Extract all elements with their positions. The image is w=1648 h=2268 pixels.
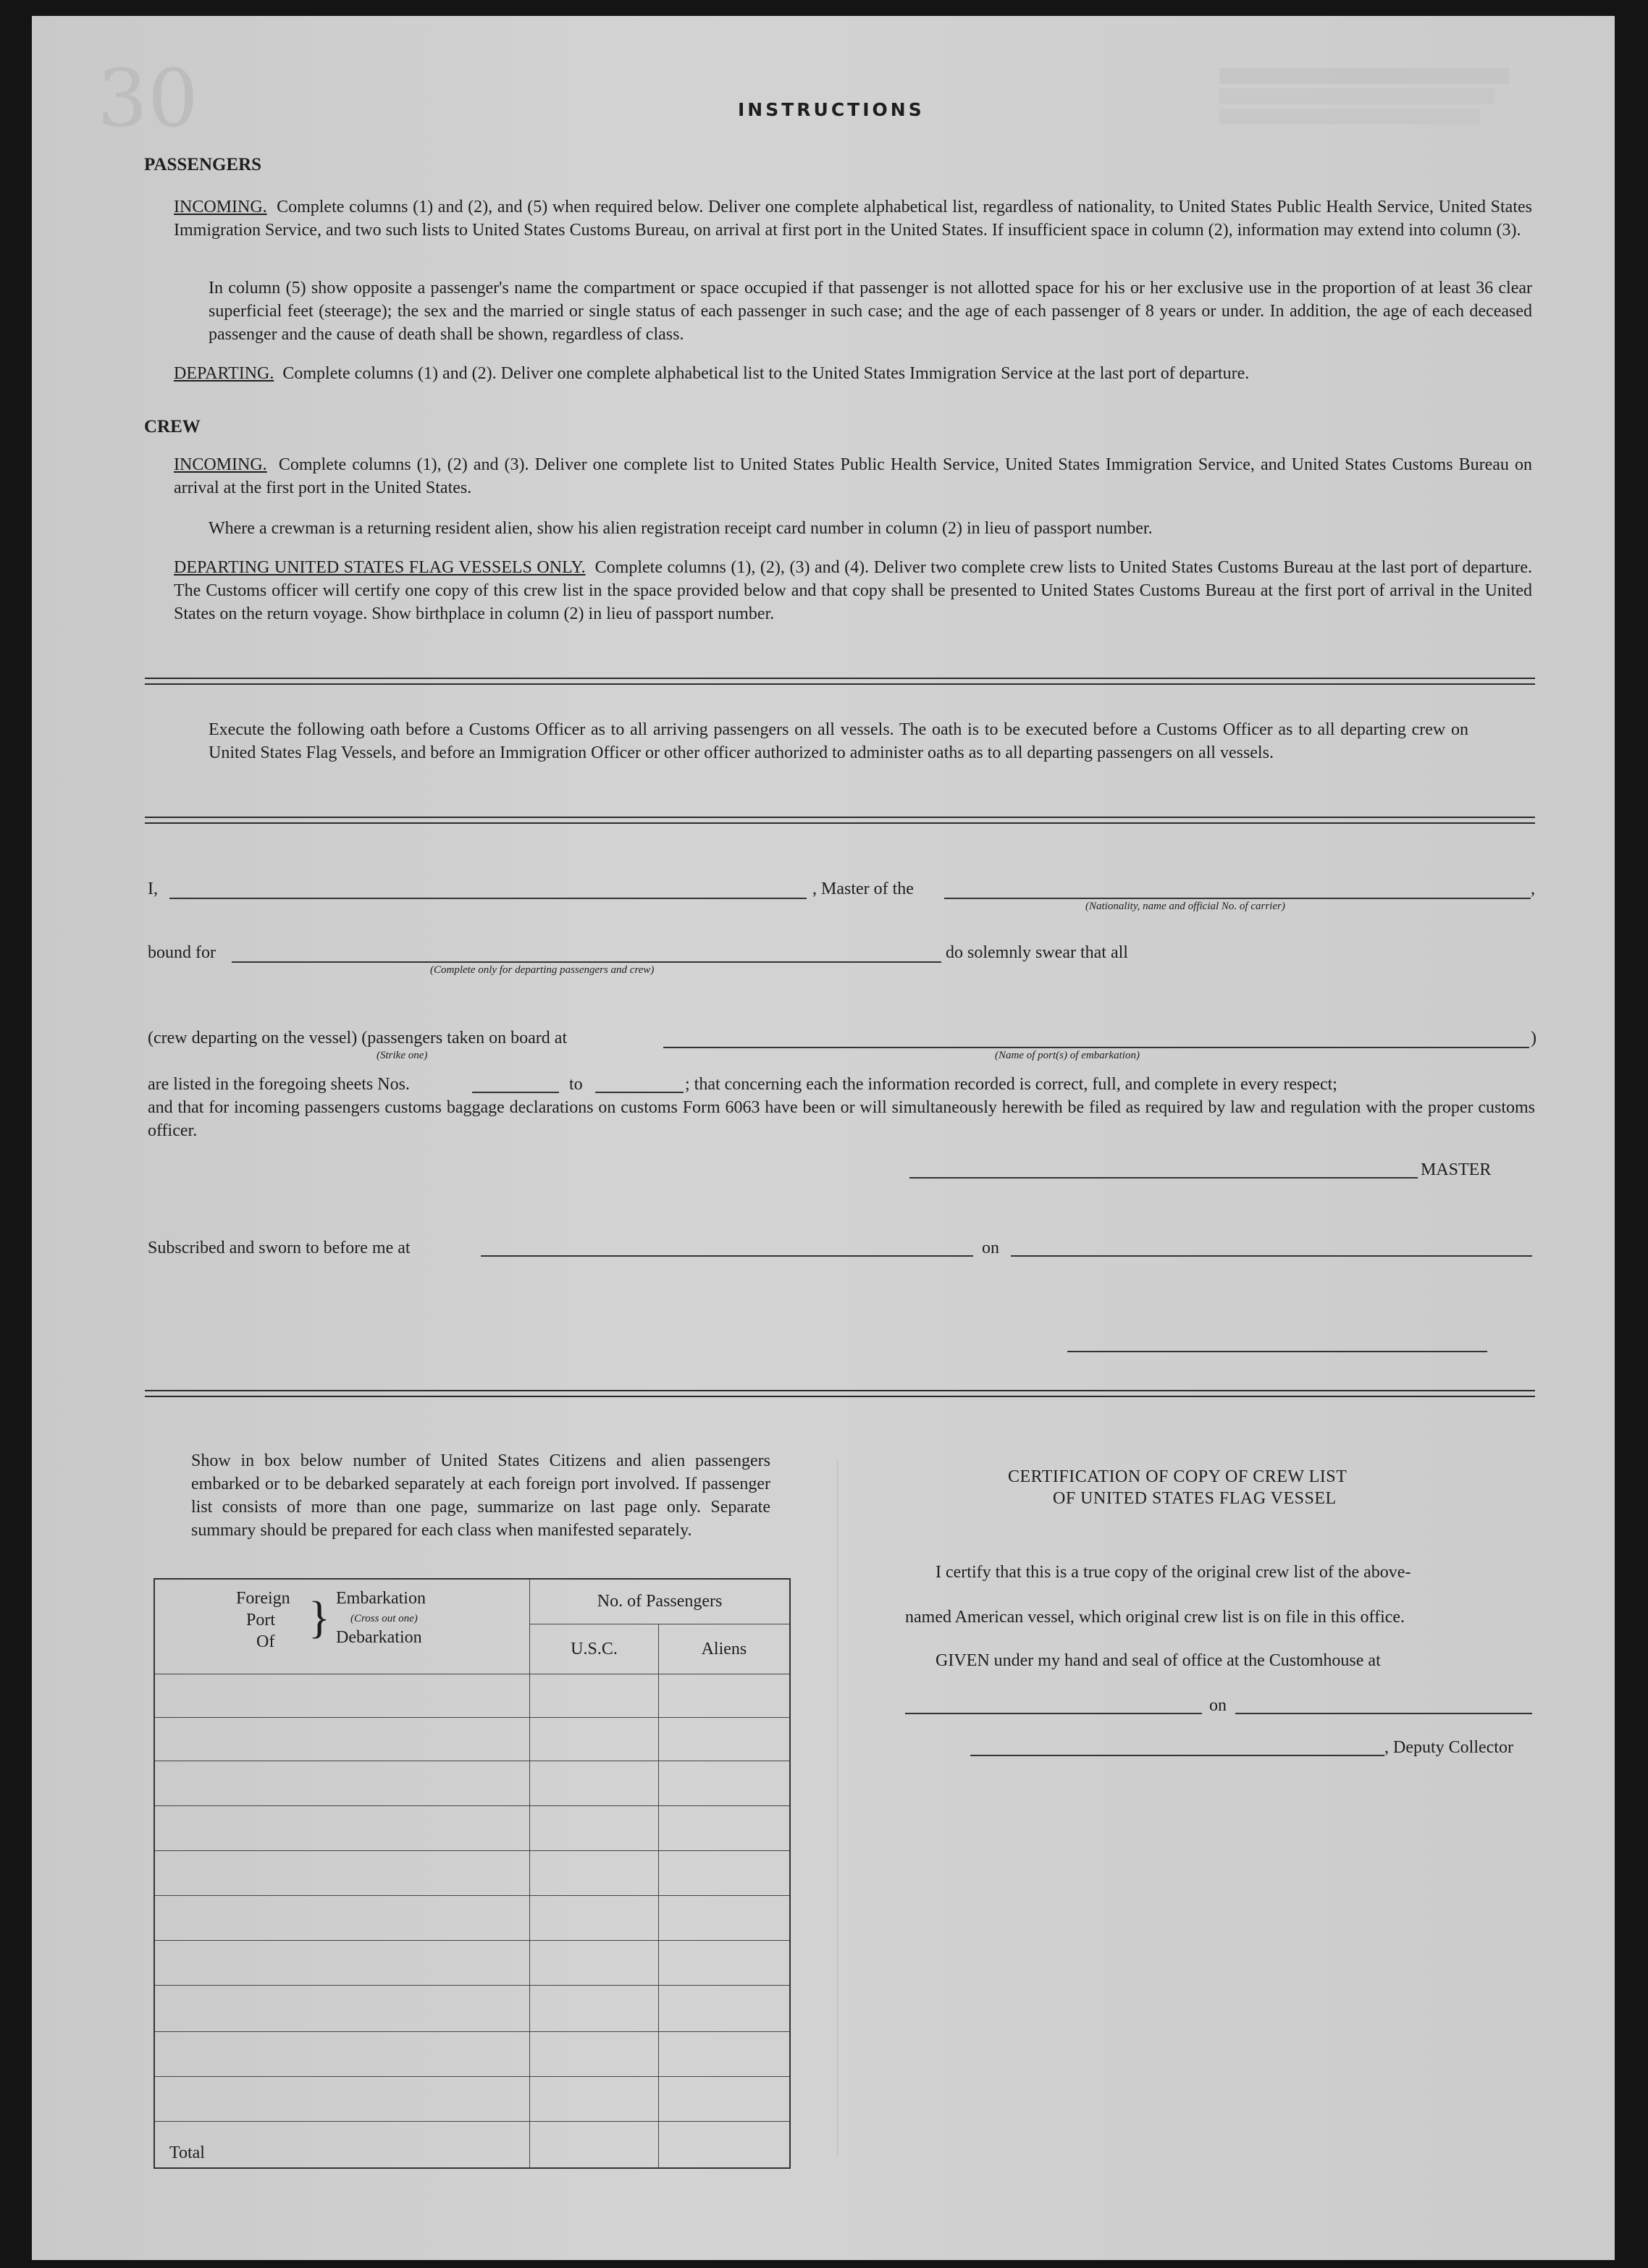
listed-sheets-label: are listed in the foregoing sheets Nos. bbox=[148, 1075, 410, 1094]
table-row[interactable] bbox=[154, 1896, 790, 1941]
aliens-cell[interactable] bbox=[658, 1851, 790, 1896]
table-row[interactable] bbox=[154, 1674, 790, 1718]
aliens-cell[interactable] bbox=[658, 1674, 790, 1718]
passengers-column5-paragraph bbox=[209, 277, 1532, 346]
certification-place-field[interactable] bbox=[905, 1713, 1202, 1714]
sheet-to-field[interactable] bbox=[595, 1092, 684, 1093]
master-signature-field[interactable] bbox=[909, 1177, 1418, 1179]
total-usc-cell[interactable] bbox=[530, 2122, 659, 2168]
bound-for-hint: (Complete only for departing passengers and crew) bbox=[430, 964, 655, 976]
usc-cell[interactable] bbox=[530, 2032, 659, 2077]
crew-crewman-text: Where a crewman is a returning resident alien, show his alien registration receipt card number in column (2) in lieu of passport number. bbox=[209, 519, 1153, 538]
port-cell[interactable] bbox=[154, 1896, 530, 1941]
master-of-the-label: , Master of the bbox=[812, 880, 914, 898]
bound-for-field[interactable] bbox=[232, 961, 941, 963]
total-row[interactable] bbox=[154, 2122, 790, 2168]
usc-cell[interactable] bbox=[530, 1851, 659, 1896]
port-cell[interactable] bbox=[154, 1718, 530, 1761]
table-row[interactable] bbox=[154, 1718, 790, 1761]
col-port-label: Port bbox=[246, 1611, 276, 1630]
col-cross-out-hint: (Cross out one) bbox=[350, 1613, 418, 1624]
certification-on-label: on bbox=[1209, 1696, 1227, 1715]
certification-line-3: GIVEN under my hand and seal of office at the Customhouse at bbox=[936, 1651, 1381, 1670]
aliens-cell[interactable] bbox=[658, 2032, 790, 2077]
port-cell[interactable] bbox=[154, 1986, 530, 2032]
certification-date-field[interactable] bbox=[1235, 1713, 1532, 1714]
crew-incoming-paragraph bbox=[174, 453, 1532, 499]
passengers-incoming-paragraph bbox=[174, 195, 1532, 242]
usc-cell[interactable] bbox=[530, 1806, 659, 1851]
crew-departing-text: Complete columns (1), (2), (3) and (4). Deliver two complete crew lists to United States Customs Bureau at the last port of departure. The Customs officer will certify one copy of this crew list in the space provided below and that copy shall be presented to United States Customs Bureau at the first port of arrival in the United States on the return voyage. Show birthplace in column (2) in lieu of passport number. bbox=[174, 558, 1533, 623]
aliens-cell[interactable] bbox=[658, 1806, 790, 1851]
table-row[interactable] bbox=[154, 2032, 790, 2077]
crew-incoming-text: Complete columns (1), (2) and (3). Deliver one complete list to United States Public Health Service, United States Immigration Service, and United States Customs Bureau on arrival at the first port in the United States. bbox=[174, 455, 1533, 497]
port-cell[interactable] bbox=[154, 1941, 530, 1986]
form-page bbox=[32, 16, 1615, 2260]
subscribed-label: Subscribed and sworn to before me at bbox=[148, 1239, 411, 1257]
divider-2 bbox=[145, 817, 1535, 824]
deputy-collector-label: , Deputy Collector bbox=[1384, 1738, 1513, 1757]
summary-instructions: Show in box below number of United States Citizens and alien passengers embarked or to be debarked separately at each foreign port involved. If passenger list consists of more than one page, summarize on last page only. Separate summary should be prepared for each class when manifested separately. bbox=[191, 1451, 770, 1540]
foreign-port-header bbox=[154, 1579, 530, 1674]
passengers-departing-label: DEPARTING. bbox=[174, 364, 274, 383]
usc-cell[interactable] bbox=[530, 1761, 659, 1806]
passengers-heading: PASSENGERS bbox=[144, 155, 262, 174]
oath-intro: Execute the following oath before a Customs Officer as to all arriving passengers on all vessels. The oath is to be executed before a Customs Officer as to all departing crew on United States Flag Vessels, and before an Immigration Officer or other officer authorized to administer oaths as to all departing passengers on all vessels. bbox=[209, 720, 1468, 762]
deputy-signature-field[interactable] bbox=[970, 1755, 1384, 1756]
strike-one-hint: (Strike one) bbox=[377, 1050, 428, 1061]
crew-departing-label: DEPARTING UNITED STATES FLAG VESSELS ONLY. bbox=[174, 558, 586, 577]
crew-passengers-label: (crew departing on the vessel) (passengers taken on board at bbox=[148, 1029, 568, 1047]
port-cell[interactable] bbox=[154, 1806, 530, 1851]
carrier-field[interactable] bbox=[944, 898, 1531, 899]
divider-3 bbox=[145, 1390, 1535, 1397]
certification-line-1: I certify that this is a true copy of the original crew list of the above- bbox=[936, 1563, 1411, 1582]
crew-heading: CREW bbox=[144, 417, 201, 437]
usc-cell[interactable] bbox=[530, 1674, 659, 1718]
listed-text-b: ; that concerning each the information recorded is correct, full, and complete in every respect; bbox=[685, 1075, 1337, 1094]
usc-cell[interactable] bbox=[530, 1941, 659, 1986]
passengers-departing-paragraph bbox=[174, 362, 1532, 385]
oath-i-label: I, bbox=[148, 880, 158, 898]
aliens-cell[interactable] bbox=[658, 1986, 790, 2032]
aliens-cell[interactable] bbox=[658, 2077, 790, 2122]
certification-title-2: OF UNITED STATES FLAG VESSEL bbox=[1053, 1489, 1337, 1508]
bleed-through-number: 30 bbox=[97, 52, 198, 145]
aliens-cell[interactable] bbox=[658, 1718, 790, 1761]
usc-cell[interactable] bbox=[530, 1718, 659, 1761]
certification-line-2: named American vessel, which original crew list is on file in this office. bbox=[905, 1608, 1405, 1627]
table-row[interactable] bbox=[154, 1986, 790, 2032]
passengers-incoming-text: Complete columns (1) and (2), and (5) when required below. Deliver one complete alphabetical list, regardless of nationality, to United States Public Health Service, United States Immigration Service, and two such lists to United States Customs Bureau, on arrival at first port in the United States. If insufficient space in column (2), information may extend into column (3). bbox=[174, 198, 1532, 240]
sworn-place-field[interactable] bbox=[481, 1255, 973, 1257]
crew-crewman-paragraph bbox=[209, 517, 1532, 540]
usc-header: U.S.C. bbox=[530, 1624, 659, 1674]
port-cell[interactable] bbox=[154, 1761, 530, 1806]
sworn-date-field[interactable] bbox=[1011, 1255, 1532, 1257]
table-row[interactable] bbox=[154, 1761, 790, 1806]
table-header-row bbox=[154, 1579, 790, 1624]
table-row[interactable] bbox=[154, 1851, 790, 1896]
passengers-column5-text: In column (5) show opposite a passenger's name the compartment or space occupied if that passenger is not allotted space for his or her exclusive use in the proportion of at least 36 clear superficial feet (steerage); the sex and the married or single status of each passenger in such case; and the age of each passenger of 8 years or under. In addition, the age of each deceased passenger and the cause of death shall be shown, regardless of class. bbox=[209, 279, 1532, 344]
passengers-incoming-label: INCOMING. bbox=[174, 198, 267, 216]
master-label: MASTER bbox=[1421, 1160, 1492, 1179]
total-aliens-cell[interactable] bbox=[658, 2122, 790, 2168]
passengers-departing-text: Complete columns (1) and (2). Deliver one complete alphabetical list to the United States Immigration Service at the last port of departure. bbox=[282, 364, 1250, 383]
officer-signature-field[interactable] bbox=[1067, 1351, 1487, 1352]
passenger-summary-table bbox=[154, 1578, 791, 2169]
sheet-from-field[interactable] bbox=[472, 1092, 559, 1093]
swear-label: do solemnly swear that all bbox=[946, 943, 1128, 962]
brace-glyph: } bbox=[308, 1593, 330, 1643]
embarkation-close-paren: ) bbox=[1531, 1029, 1536, 1047]
embarkation-port-hint: (Name of port(s) of embarkation) bbox=[995, 1050, 1140, 1061]
port-cell[interactable] bbox=[154, 1851, 530, 1896]
aliens-header: Aliens bbox=[658, 1624, 790, 1674]
table-row[interactable] bbox=[154, 2077, 790, 2122]
aliens-cell[interactable] bbox=[658, 1761, 790, 1806]
col-embarkation-label: Embarkation bbox=[336, 1589, 426, 1608]
sworn-on-label: on bbox=[982, 1239, 999, 1257]
bleed-through-header bbox=[1219, 68, 1509, 125]
col-foreign-label: Foreign bbox=[236, 1589, 290, 1608]
total-label: Total bbox=[154, 2122, 530, 2168]
crew-departing-paragraph bbox=[174, 556, 1532, 625]
table-row[interactable] bbox=[154, 1806, 790, 1851]
col-of-label: Of bbox=[256, 1632, 275, 1651]
crew-incoming-label: INCOMING. bbox=[174, 455, 267, 474]
usc-cell[interactable] bbox=[530, 1896, 659, 1941]
divider-1 bbox=[145, 678, 1535, 685]
listed-to-label: to bbox=[569, 1075, 583, 1094]
usc-cell[interactable] bbox=[530, 2077, 659, 2122]
nationality-hint: (Nationality, name and official No. of carrier) bbox=[1085, 901, 1285, 912]
usc-cell[interactable] bbox=[530, 1986, 659, 2032]
master-name-field[interactable] bbox=[169, 898, 807, 899]
bound-for-label: bound for bbox=[148, 943, 216, 962]
carrier-trailing-comma: , bbox=[1531, 880, 1535, 898]
col-debarkation-label: Debarkation bbox=[336, 1628, 422, 1647]
embarkation-port-field[interactable] bbox=[663, 1047, 1529, 1048]
aliens-cell[interactable] bbox=[658, 1896, 790, 1941]
page-title: INSTRUCTIONS bbox=[738, 99, 925, 120]
table-row[interactable] bbox=[154, 1941, 790, 1986]
no-passengers-header: No. of Passengers bbox=[530, 1579, 790, 1624]
port-cell[interactable] bbox=[154, 2077, 530, 2122]
listed-text-c: and that for incoming passengers customs baggage declarations on customs Form 6063 have been or will simultaneously herewith be filed as required by law and regulation with the proper customs officer. bbox=[148, 1098, 1535, 1140]
certification-title-1: CERTIFICATION OF COPY OF CREW LIST bbox=[1008, 1467, 1348, 1486]
port-cell[interactable] bbox=[154, 1674, 530, 1718]
port-cell[interactable] bbox=[154, 2032, 530, 2077]
aliens-cell[interactable] bbox=[658, 1941, 790, 1986]
